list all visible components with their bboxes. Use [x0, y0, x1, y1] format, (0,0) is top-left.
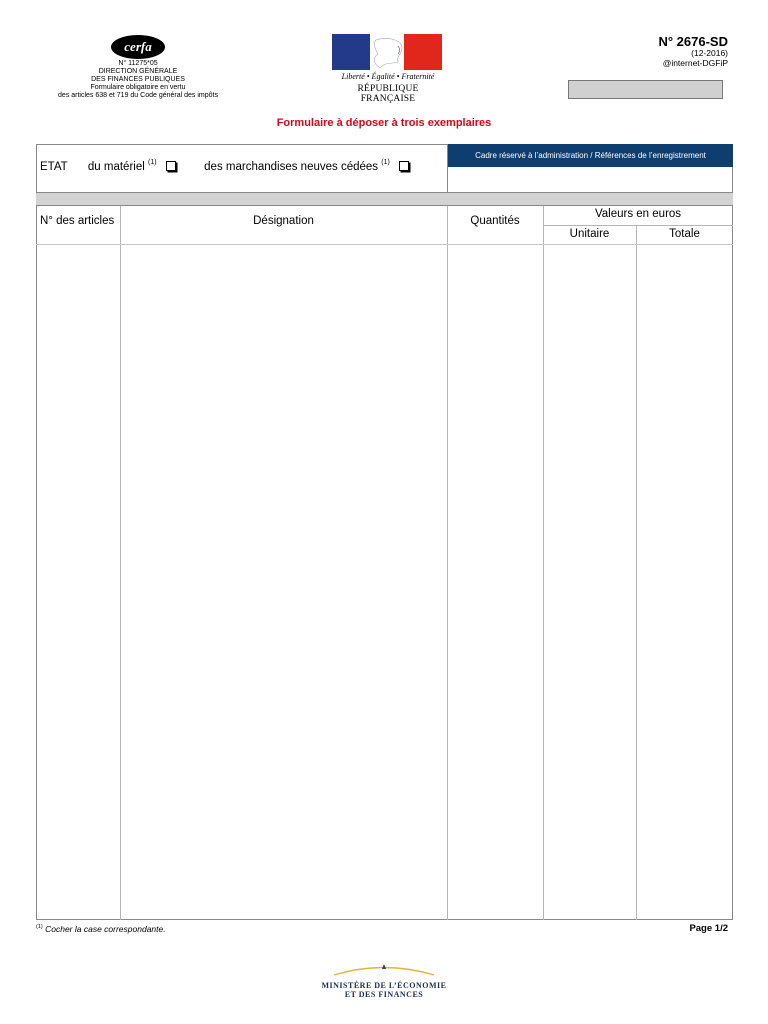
- marchandises-label: des marchandises neuves cédées: [204, 161, 379, 173]
- header-designation: Désignation: [253, 215, 314, 227]
- header-unitaire: Unitaire: [569, 228, 610, 240]
- header-quantites: Quantités: [470, 215, 520, 227]
- footnote-marker: (1): [36, 924, 43, 931]
- cerfa-logo: [110, 34, 166, 60]
- form-date: (12-2016): [691, 48, 728, 58]
- header-valeurs: Valeurs en euros: [594, 208, 682, 220]
- valeurs-subdivider: [543, 225, 733, 226]
- grey-separator-band: [36, 192, 733, 206]
- materiel-note: (1): [147, 159, 157, 166]
- cerfa-logo-text: cerfa: [124, 39, 152, 54]
- totale-column-entry[interactable]: [637, 245, 732, 919]
- materiel-checkbox[interactable]: [166, 161, 176, 171]
- form-source: @internet-DGFiP: [662, 58, 728, 68]
- etat-line: [40, 161, 409, 173]
- mandatory-line-2: des articles 638 et 719 du Code général des impôts: [58, 92, 218, 99]
- articles-column-entry[interactable]: [37, 245, 120, 919]
- header-articles: N° des articles: [40, 215, 115, 227]
- republique-francaise: RÉPUBLIQUE FRANÇAISE: [357, 84, 419, 104]
- materiel-label: du matériel: [87, 161, 145, 173]
- cerfa-number: N° 11275*05: [118, 60, 158, 67]
- cerfa-info: [40, 60, 236, 100]
- marianne-logo: [332, 34, 442, 70]
- header-totale: Totale: [669, 228, 700, 240]
- marchandises-note: (1): [381, 159, 390, 166]
- marchandises-checkbox[interactable]: [399, 161, 409, 171]
- footnote-text: Cocher la case correspondante.: [45, 924, 166, 934]
- admin-reserved-header: Cadre réservé à l’administration / Références de l’enregistrement: [448, 144, 733, 167]
- footnote: [36, 924, 166, 934]
- page-number: Page 1/2: [689, 923, 728, 934]
- instruction-text: Formulaire à déposer à trois exemplaires: [276, 117, 492, 129]
- direction-line-2: DES FINANCES PUBLIQUES: [91, 76, 185, 83]
- form-number: N° 2676-SD: [658, 34, 728, 49]
- ministere-line-1: MINISTÈRE DE L’ÉCONOMIE: [321, 981, 447, 990]
- quantites-column-entry[interactable]: [448, 245, 543, 919]
- admin-reserved-field[interactable]: [448, 167, 733, 192]
- republic-motto: Liberté • Égalité • Fraternité: [341, 72, 435, 81]
- ministere-line-2: ET DES FINANCES: [344, 990, 424, 999]
- direction-line-1: DIRECTION GÉNÉRALE: [98, 68, 178, 75]
- mandatory-line-1: Formulaire obligatoire en vertu: [90, 84, 186, 91]
- reference-field[interactable]: [568, 80, 723, 99]
- etat-label: ETAT: [40, 161, 68, 173]
- unitaire-column-entry[interactable]: [544, 245, 636, 919]
- ministere-logo: [300, 962, 468, 1010]
- designation-column-entry[interactable]: [121, 245, 447, 919]
- ministere-arc-icon: [300, 962, 468, 976]
